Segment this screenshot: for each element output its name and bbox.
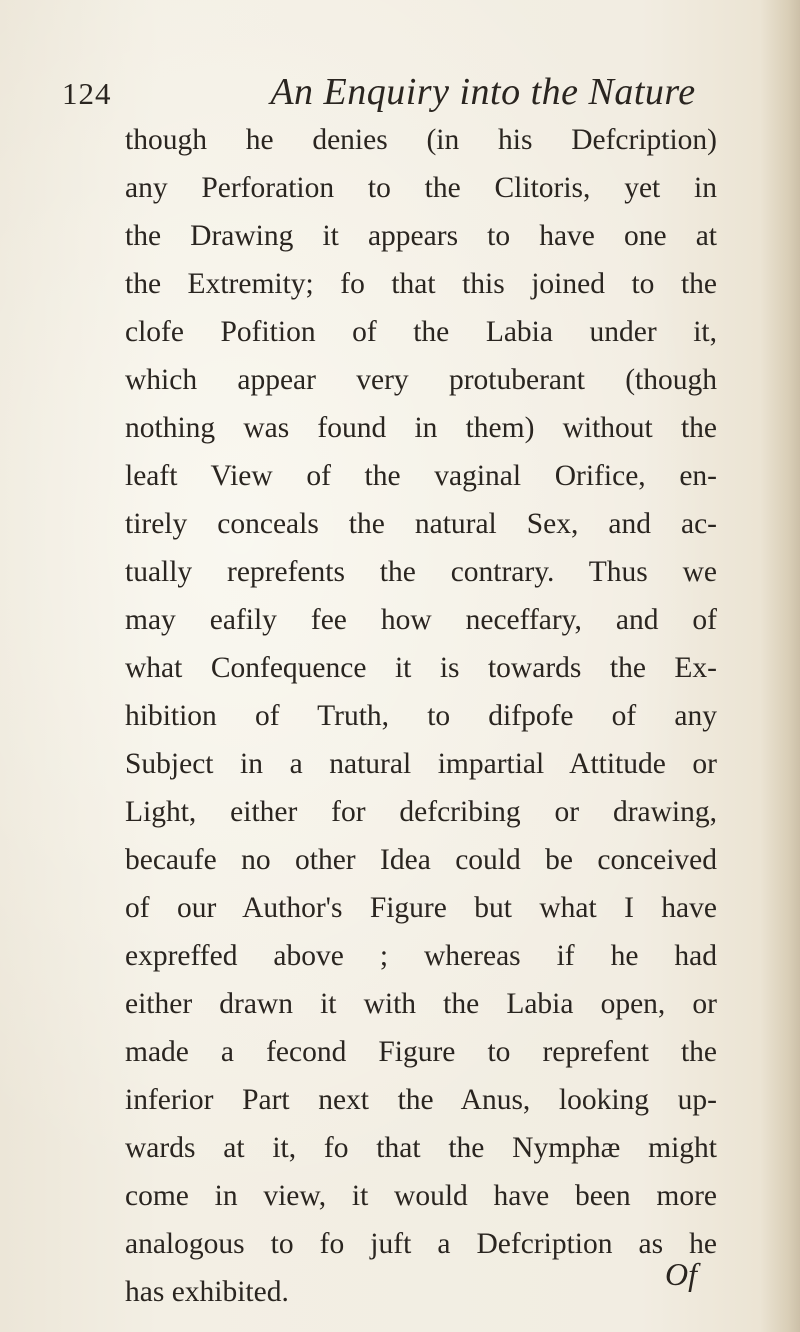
text-line: the Extremity; fo that this joined to the [125, 268, 717, 300]
text-line: come in view, it would have been more [125, 1180, 717, 1212]
text-line: analogous to fo juft a Defcription as he [125, 1228, 717, 1260]
text-line: nothing was found in them) without the [125, 412, 717, 444]
text-line: the Drawing it appears to have one at [125, 220, 717, 252]
text-line: tirely conceals the natural Sex, and ac- [125, 508, 717, 540]
text-line: what Confequence it is towards the Ex- [125, 652, 717, 684]
text-line: clofe Pofition of the Labia under it, [125, 316, 717, 348]
text-line: Subject in a natural impartial Attitude or [125, 748, 717, 780]
text-line: has exhibited. [125, 1276, 289, 1308]
text-line: expreffed above ; whereas if he had [125, 940, 717, 972]
text-line: any Perforation to the Clitoris, yet in [125, 172, 717, 204]
text-line: may eafily fee how neceffary, and of [125, 604, 717, 636]
text-line: Light, either for defcribing or drawing, [125, 796, 717, 828]
catchword: Of [665, 1256, 697, 1292]
text-line: tually reprefents the contrary. Thus we [125, 556, 717, 588]
text-line: inferior Part next the Anus, looking up- [125, 1084, 717, 1116]
text-line: becaufe no other Idea could be conceived [125, 844, 717, 876]
page-gutter-shadow [760, 0, 800, 1332]
running-head: An Enquiry into the Nature [270, 71, 696, 113]
text-line: wards at it, fo that the Nymphæ might [125, 1132, 717, 1164]
page-header [0, 70, 800, 120]
text-line: though he denies (in his Defcription) [125, 124, 717, 156]
text-line: either drawn it with the Labia open, or [125, 988, 717, 1020]
text-line: of our Author's Figure but what I have [125, 892, 717, 924]
text-line: leaft View of the vaginal Orifice, en- [125, 460, 717, 492]
text-line: hibition of Truth, to difpofe of any [125, 700, 717, 732]
body-text [125, 116, 717, 1316]
text-line: which appear very protuberant (though [125, 364, 717, 396]
text-line: made a fecond Figure to reprefent the [125, 1036, 717, 1068]
page-number: 124 [62, 76, 112, 111]
